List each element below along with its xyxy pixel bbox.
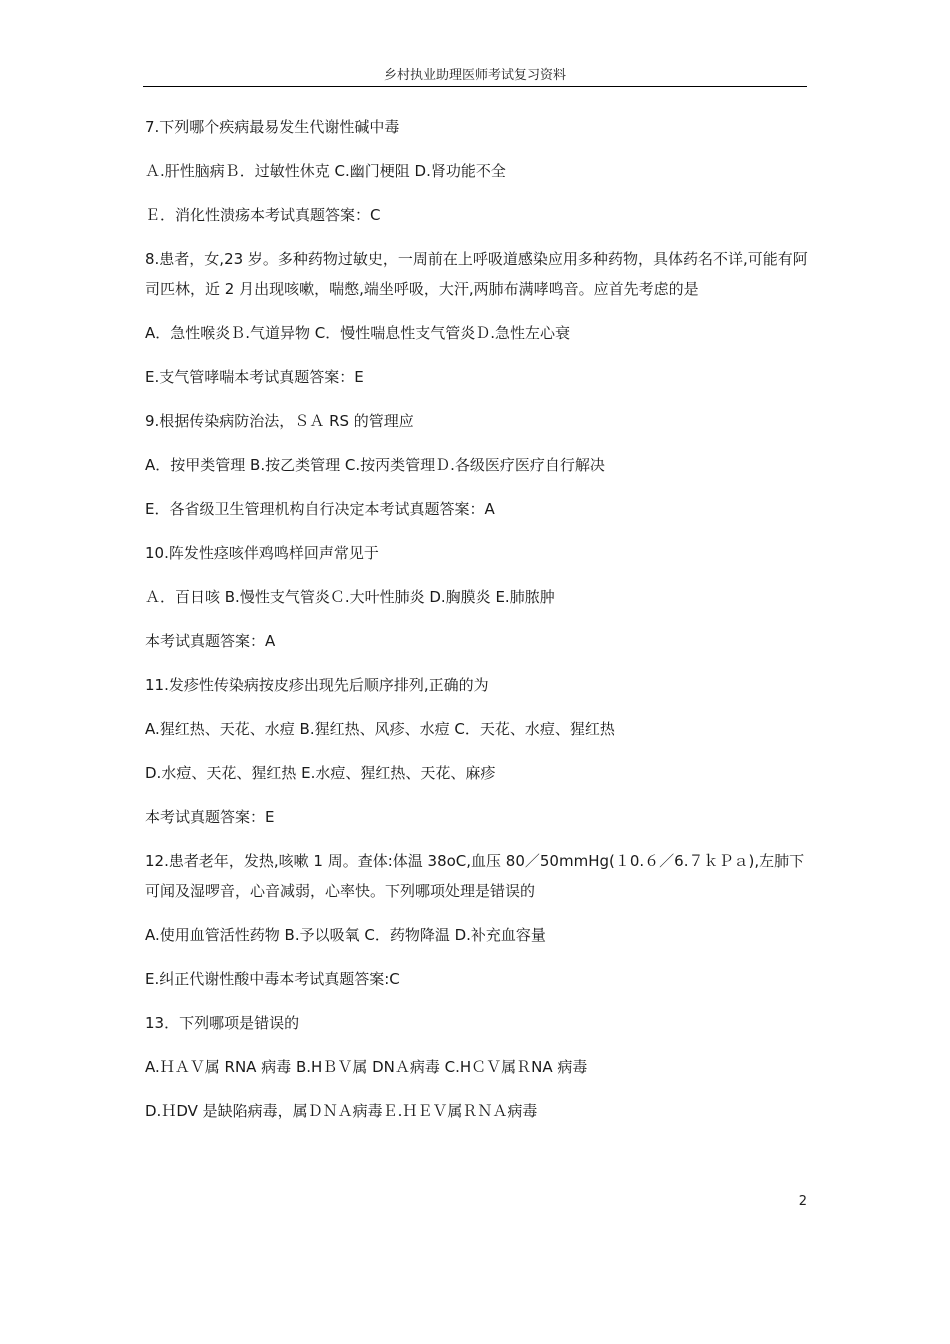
- question-8-answer: E.支气管哮喘本考试真题答案：E: [145, 368, 364, 386]
- question-9-stem: 9.根据传染病防治法，ＳＡ RS 的管理应: [145, 412, 414, 430]
- header-rule: [143, 86, 807, 87]
- question-12-answer: E.纠正代谢性酸中毒本考试真题答案:C: [145, 970, 400, 988]
- question-7-stem: 7.下列哪个疾病最易发生代谢性碱中毒: [145, 118, 400, 136]
- question-8-options: A．急性喉炎Ｂ.气道异物 C．慢性喘息性支气管炎Ｄ.急性左心衰: [145, 324, 571, 342]
- running-header: 乡村执业助理医师考试复习资料: [383, 68, 566, 83]
- question-11-answer: 本考试真题答案：E: [145, 808, 275, 826]
- question-10-answer: 本考试真题答案：A: [145, 632, 276, 650]
- question-12-stem: 12.患者老年，发热,咳嗽 1 周。查体:体温 38oC,血压 80／50mmHg(１0.６／6.７ｋＰａ),左肺下可闻及湿啰音，心音减弱，心率快。下列哪项处理是错误的: [145, 852, 805, 900]
- question-9-options: A．按甲类管理 B.按乙类管理 C.按丙类管理Ｄ.各级医疗医疗自行解决: [145, 456, 605, 474]
- question-11-stem: 11.发疹性传染病按皮疹出现先后顺序排列,正确的为: [145, 676, 489, 694]
- page-number: 2: [798, 1194, 807, 1209]
- question-11-options-a: A.猩红热、天花、水痘 B.猩红热、风疹、水痘 C．天花、水痘、猩红热: [145, 720, 615, 738]
- question-10-options: Ａ．百日咳 B.慢性支气管炎Ｃ.大叶性肺炎 D.胸膜炎 E.肺脓肿: [145, 588, 555, 606]
- question-13-stem: 13．下列哪项是错误的: [145, 1014, 300, 1032]
- question-7-answer: Ｅ．消化性溃疡本考试真题答案：C: [145, 206, 381, 224]
- document-body: [145, 112, 810, 1140]
- question-13-options-a: A.ＨＡＶ属 RNA 病毒 B.HＢＶ属 DNＡ病毒 C.HＣＶ属ＲNA 病毒: [145, 1058, 588, 1076]
- question-11-options-b: D.水痘、天花、猩红热 E.水痘、猩红热、天花、麻疹: [145, 764, 496, 782]
- question-10-stem: 10.阵发性痉咳伴鸡鸣样回声常见于: [145, 544, 379, 562]
- question-7-options: Ａ.肝性脑病Ｂ．过敏性休克 C.幽门梗阻 D.肾功能不全: [145, 162, 506, 180]
- question-13-options-b: D.ＨDV 是缺陷病毒，属ＤＮＡ病毒Ｅ.ＨＥＶ属ＲＮＡ病毒: [145, 1102, 538, 1120]
- question-9-answer: E．各省级卫生管理机构自行决定本考试真题答案：A: [145, 500, 495, 518]
- question-8-stem: 8.患者，女,23 岁。多种药物过敏史，一周前在上呼吸道感染应用多种药物，具体药名不详,可能有阿司匹林，近 2 月出现咳嗽，喘憋,端坐呼吸，大汗,两肺布满哮鸣音。应首先考虑的是: [145, 250, 808, 298]
- question-12-options: A.使用血管活性药物 B.予以吸氧 C．药物降温 D.补充血容量: [145, 926, 546, 944]
